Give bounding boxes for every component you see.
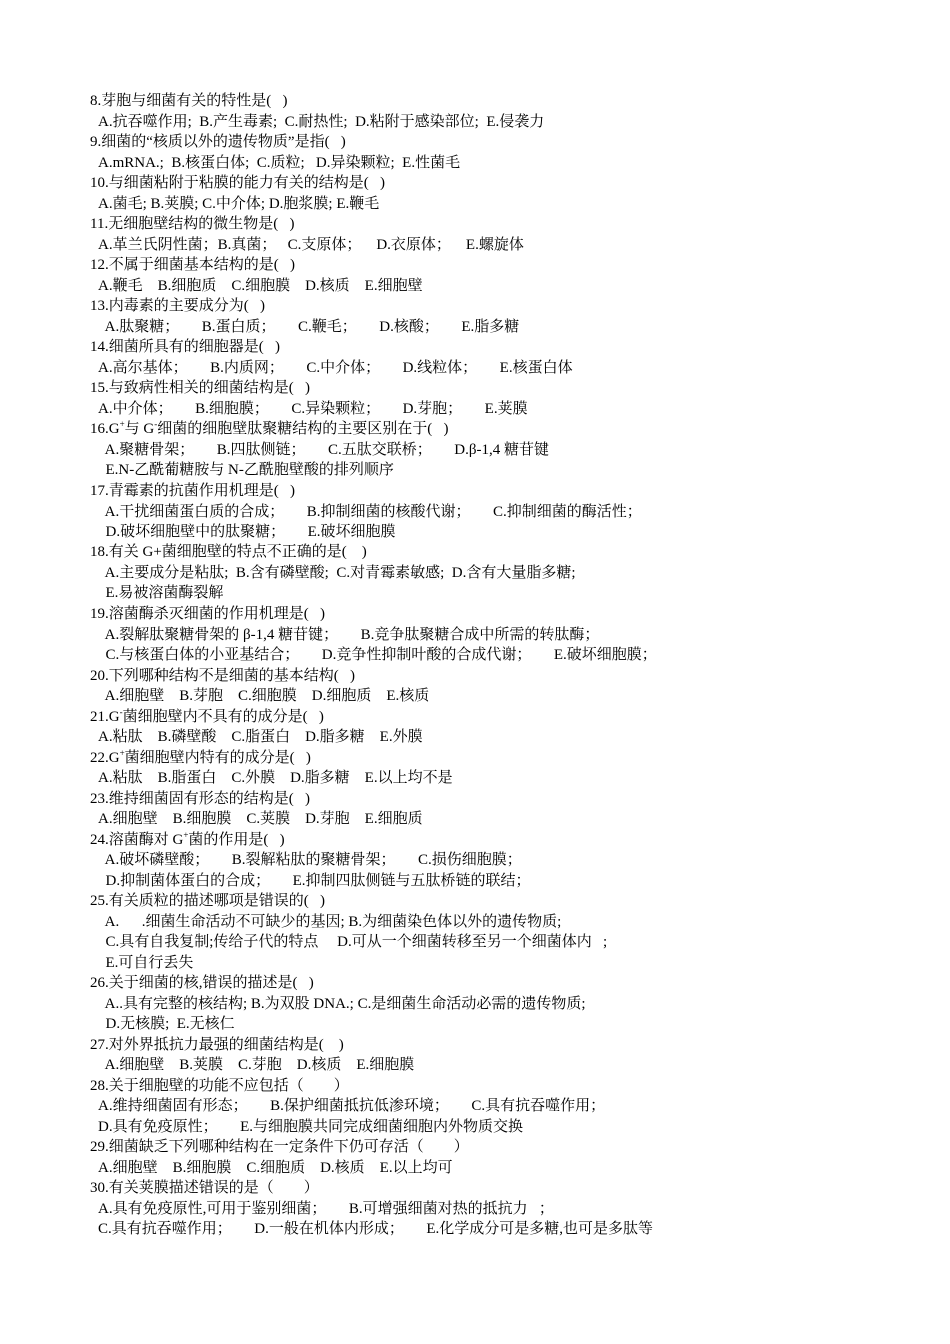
question-stem: 21.G-菌细胞壁内不具有的成分是( ): [90, 707, 324, 725]
question-options: D.抑制菌体蛋白的合成； E.抑制四肽侧链与五肽桥链的联结；: [98, 873, 531, 889]
question-options: A.具有免疫原性,可用于鉴别细菌； B.可增强细菌对热的抵抗力 ；: [98, 1201, 554, 1217]
question-stem: 17.青霉素的抗菌作用机理是( ): [90, 483, 295, 499]
question-options: A.粘肽 B.磷壁酸 C.脂蛋白 D.脂多糖 E.外膜: [98, 729, 423, 745]
question-stem: 19.溶菌酶杀灭细菌的作用机理是( ): [90, 606, 325, 622]
question-options: A.肽聚糖； B.蛋白质； C.鞭毛； D.核酸； E.脂多糖: [98, 319, 520, 335]
question-stem: 12.不属于细菌基本结构的是( ): [90, 257, 295, 273]
question-options: A.细胞壁 B.荚膜 C.芽胞 D.核质 E.细胞膜: [98, 1057, 415, 1073]
question-stem: 30.有关荚膜描述错误的是（ ）: [90, 1180, 319, 1196]
question-stem: 9.细菌的“核质以外的遗传物质”是指( ): [90, 134, 346, 150]
question-options: E.N-乙酰葡糖胺与 N-乙酰胞壁酸的排列顺序: [98, 462, 394, 478]
question-stem: 11.无细胞壁结构的微生物是( ): [90, 216, 295, 232]
question-stem: 20.下列哪种结构不是细菌的基本结构( ): [90, 668, 355, 684]
question-options: C.具有抗吞噬作用； D.一般在机体内形成； E.化学成分可是多糖,也可是多肽等: [98, 1221, 654, 1237]
question-options: A.细胞壁 B.细胞膜 C.荚膜 D.芽胞 E.细胞质: [98, 811, 423, 827]
question-options: E.可自行丢失: [98, 955, 194, 971]
question-options: D.具有免疫原性； E.与细胞膜共同完成细菌细胞内外物质交换: [98, 1119, 523, 1135]
question-options: A.粘肽 B.脂蛋白 C.外膜 D.脂多糖 E.以上均不是: [98, 770, 453, 786]
question-options: A.维持细菌固有形态； B.保护细菌抵抗低渗环境； C.具有抗吞噬作用；: [98, 1098, 606, 1114]
question-stem: 10.与细菌粘附于粘膜的能力有关的结构是( ): [90, 175, 385, 191]
question-options: A.聚糖骨架； B.四肽侧链； C.五肽交联桥； D.β-1,4 糖苷键: [98, 442, 549, 458]
question-options: A.裂解肽聚糖骨架的 β-1,4 糖苷键； B.竞争肽聚糖合成中所需的转肽酶；: [98, 627, 600, 643]
question-options: A.干扰细菌蛋白质的合成； B.抑制细菌的核酸代谢； C.抑制细菌的酶活性；: [98, 504, 642, 520]
question-stem: 8.芽胞与细菌有关的特性是( ): [90, 93, 288, 109]
question-stem: 29.细菌缺乏下列哪种结构在一定条件下仍可存活（ ）: [90, 1139, 469, 1155]
question-options: A.革兰氏阴性菌；B.真菌； C.支原体； D.衣原体； E.螺旋体: [98, 237, 524, 253]
question-options: A. .细菌生命活动不可缺少的基因; B.为细菌染色体以外的遗传物质;: [98, 914, 562, 930]
question-stem: 28.关于细胞壁的功能不应包括（ ）: [90, 1078, 349, 1094]
question-options: D.破坏细胞壁中的肽聚糖； E.破坏细胞膜: [98, 524, 396, 540]
question-stem: 26.关于细菌的核,错误的描述是( ): [90, 975, 314, 991]
question-options: A.菌毛; B.荚膜; C.中介体; D.胞浆膜; E.鞭毛: [98, 196, 380, 212]
question-stem: 27.对外界抵抗力最强的细菌结构是( ): [90, 1037, 344, 1053]
question-stem: 25.有关质粒的描述哪项是错误的( ): [90, 893, 325, 909]
question-options: A.细胞壁 B.芽胞 C.细胞膜 D.细胞质 E.核质: [98, 688, 430, 704]
question-options: A.细胞壁 B.细胞膜 C.细胞质 D.核质 E.以上均可: [98, 1160, 453, 1176]
question-stem: 22.G+菌细胞壁内特有的成分是( ): [90, 748, 311, 766]
question-stem: 23.维持细菌固有形态的结构是( ): [90, 791, 310, 807]
question-stem: 18.有关 G+菌细胞壁的特点不正确的是( ): [90, 544, 367, 560]
question-options: C.具有自我复制;传给子代的特点 D.可从一个细菌转移至另一个细菌体内 ;: [98, 934, 608, 950]
question-options: A.抗吞噬作用; B.产生毒素; C.耐热性; D.粘附于感染部位; E.侵袭力: [98, 114, 545, 130]
question-options: A.中介体； B.细胞膜； C.异染颗粒； D.芽胞； E.荚膜: [98, 401, 528, 417]
question-options: E.易被溶菌酶裂解: [98, 585, 224, 601]
question-options: A.高尔基体； B.内质网； C.中介体； D.线粒体； E.核蛋白体: [98, 360, 573, 376]
question-options: A.主要成分是粘肽; B.含有磷壁酸; C.对青霉素敏感; D.含有大量脂多糖;: [98, 565, 576, 581]
question-options: A.mRNA.; B.核蛋白体; C.质粒; D.异染颗粒; E.性菌毛: [98, 155, 461, 171]
question-stem: 13.内毒素的主要成分为( ): [90, 298, 265, 314]
question-options: A.鞭毛 B.细胞质 C.细胞膜 D.核质 E.细胞壁: [98, 278, 423, 294]
question-stem: 14.细菌所具有的细胞器是( ): [90, 339, 280, 355]
question-stem: 24.溶菌酶对 G+菌的作用是( ): [90, 830, 285, 848]
question-options: A.破坏磷壁酸； B.裂解粘肽的聚糖骨架； C.损伤细胞膜；: [98, 852, 522, 868]
question-options: D.无核膜; E.无核仁: [98, 1016, 235, 1032]
question-options: C.与核蛋白体的小亚基结合； D.竞争性抑制叶酸的合成代谢； E.破坏细胞膜；: [98, 647, 657, 663]
question-stem: 15.与致病性相关的细菌结构是( ): [90, 380, 310, 396]
question-options: A..具有完整的核结构; B.为双股 DNA.; C.是细菌生命活动必需的遗传物质;: [98, 996, 586, 1012]
question-stem: 16.G+与 G-细菌的细胞壁肽聚糖结构的主要区别在于( ): [90, 419, 449, 437]
